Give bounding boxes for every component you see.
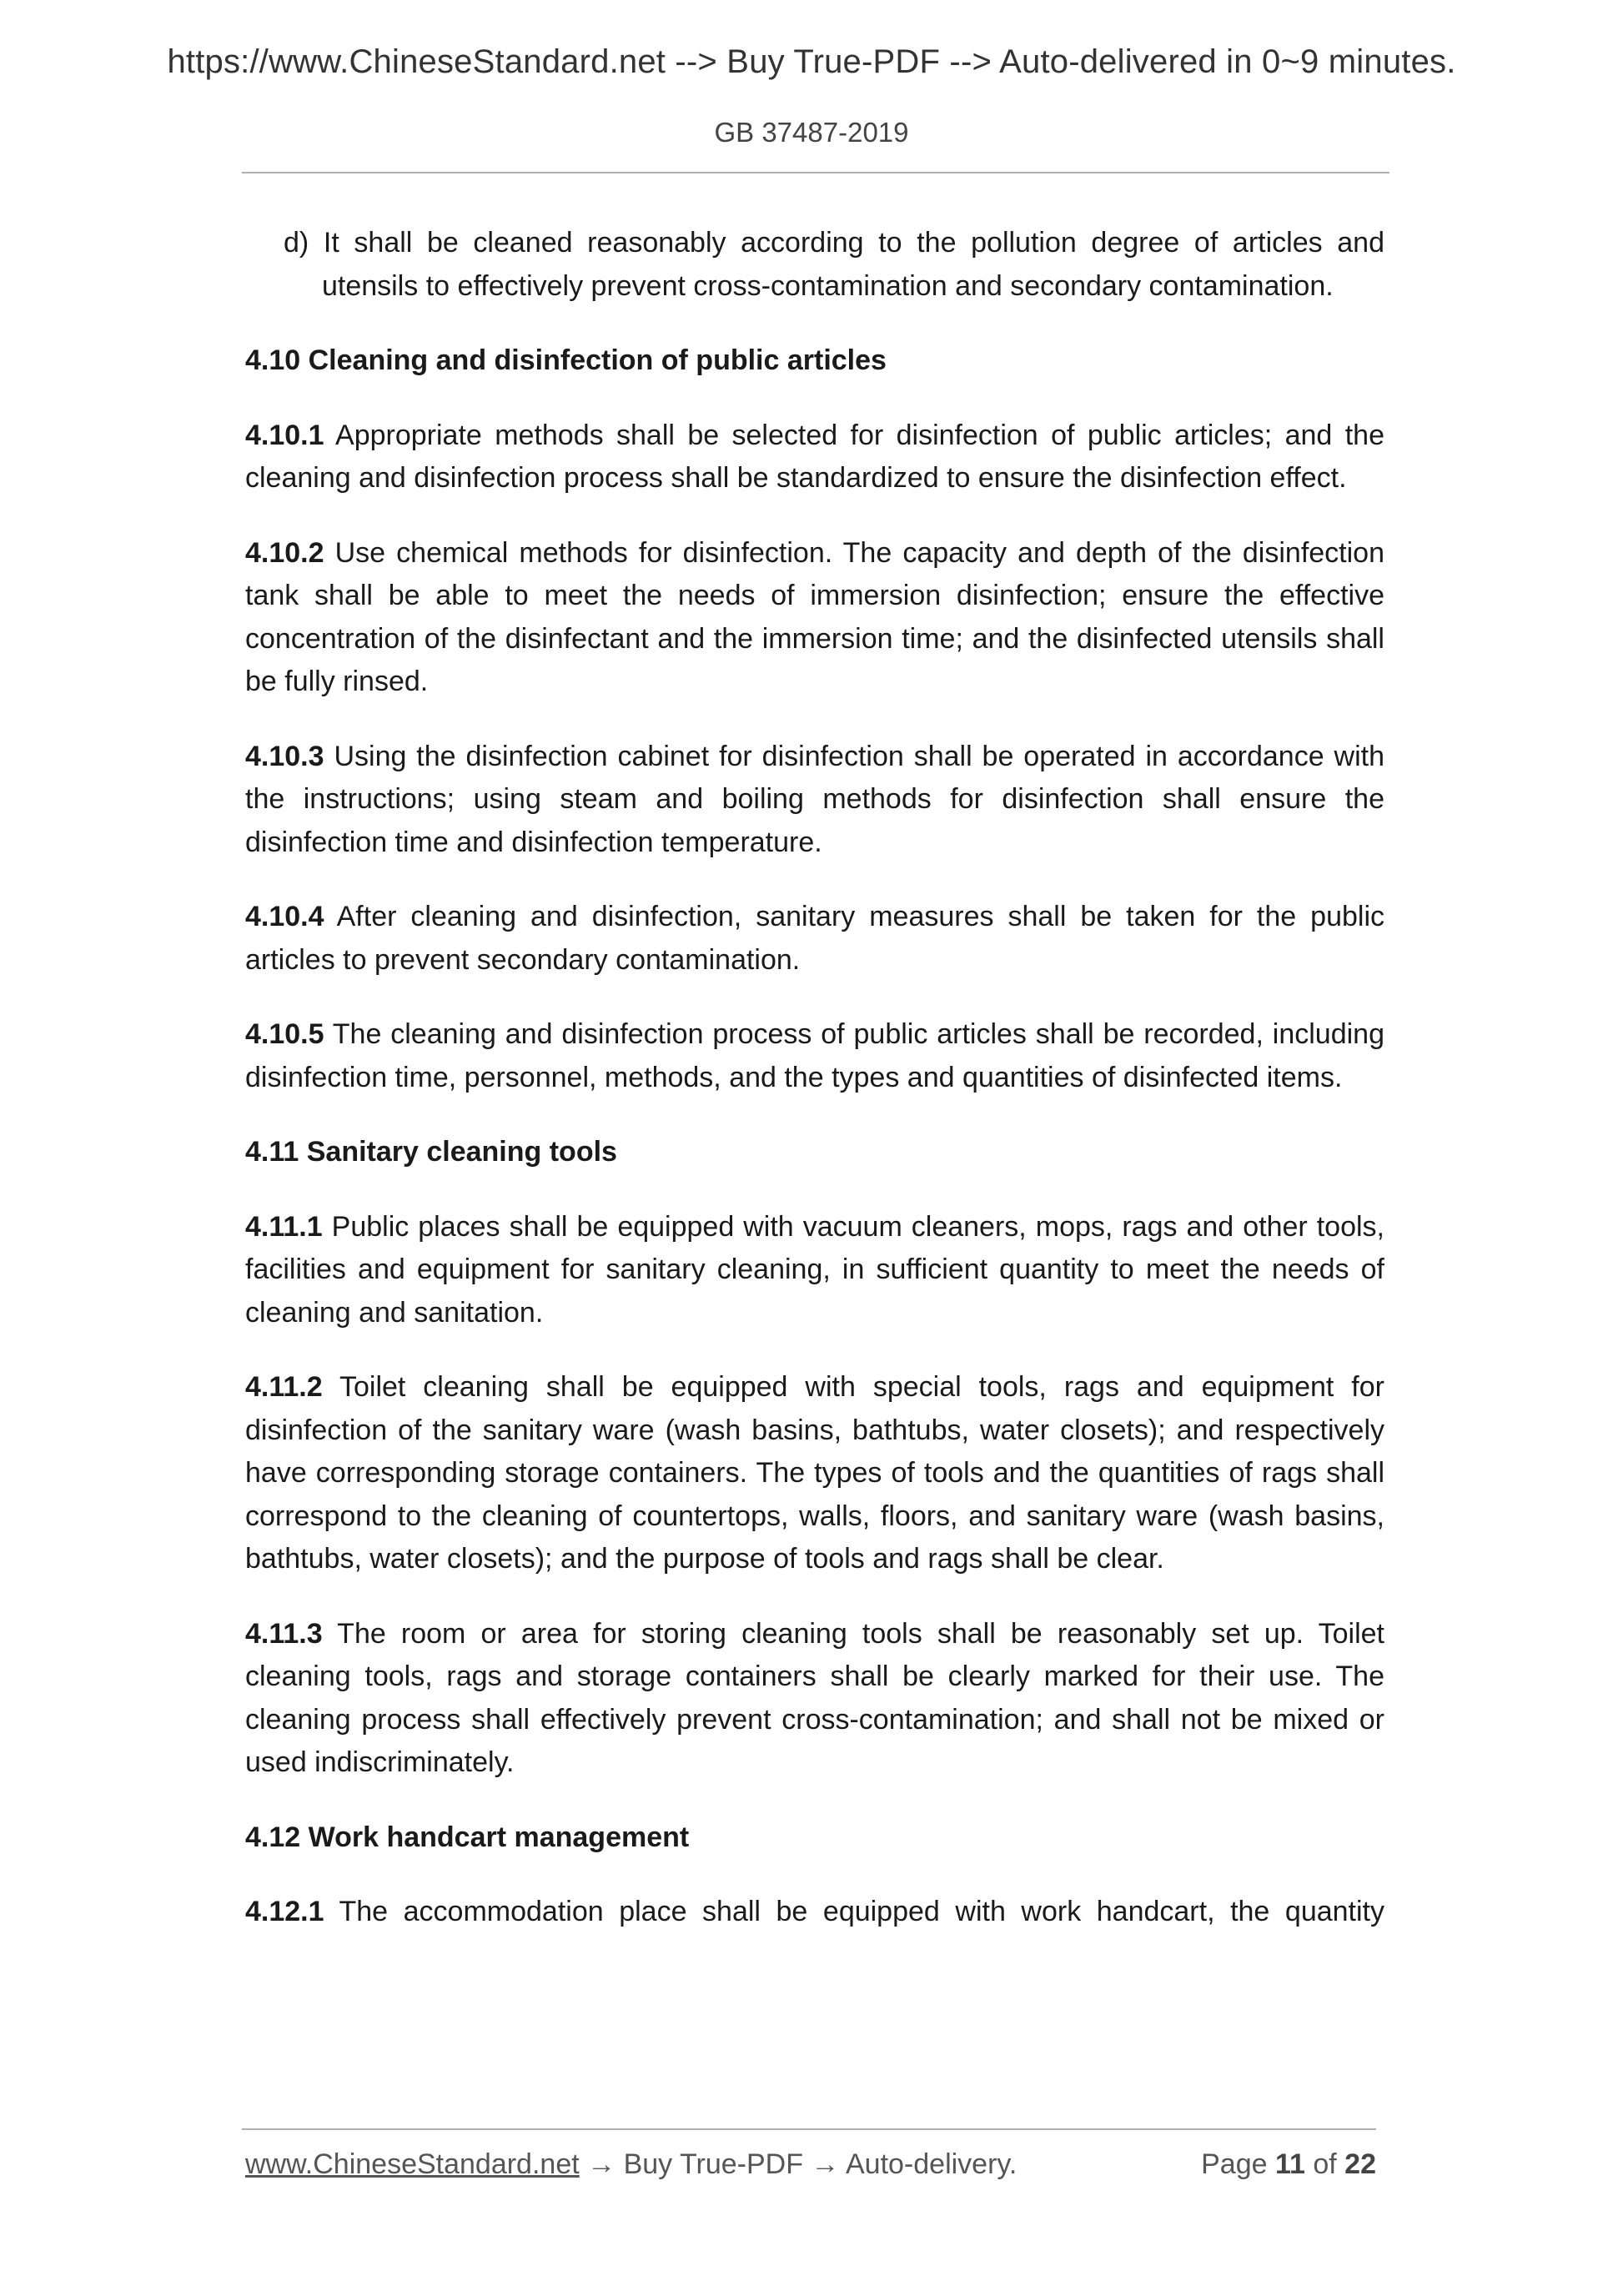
- clause-4-12-1: [245, 1891, 1384, 1934]
- footer-site-link[interactable]: www.ChineseStandard.net: [245, 2148, 580, 2180]
- clause-4-11-3: [245, 1613, 1384, 1785]
- clause-number: 4.11.1: [245, 1210, 323, 1243]
- clause-number: 4.11.2: [245, 1371, 323, 1403]
- footer-left: [245, 2148, 1017, 2181]
- footer-divider: [242, 2128, 1376, 2130]
- clause-number: 4.10.1: [245, 419, 324, 451]
- page-footer: [245, 2148, 1376, 2181]
- page-label: Page: [1201, 2148, 1275, 2180]
- header-divider: [242, 172, 1389, 173]
- clause-4-10-4: [245, 896, 1384, 982]
- clause-4-10-1: [245, 414, 1384, 500]
- clause-number: 4.10.2: [245, 536, 324, 569]
- clause-4-10-3: [245, 736, 1384, 865]
- clause-number: 4.10.3: [245, 740, 324, 772]
- page-number: 11: [1274, 2148, 1305, 2180]
- clause-text: The accommodation place shall be equipped with work handcart, the quantity: [324, 1896, 1384, 1927]
- clause-4-10-5: [245, 1013, 1384, 1099]
- page-indicator: [1201, 2148, 1376, 2181]
- clause-text: The room or area for storing cleaning tools shall be reasonably set up. Toilet cleaning tools, rags and storage containers shall be clearly marked for their use. The cleaning process shall effectively prevent cross-contamination; and shall not be mixed or used indiscriminately.: [245, 1617, 1384, 1778]
- section-heading-4-11: 4.11 Sanitary cleaning tools: [245, 1136, 617, 1168]
- section-heading-4-10: 4.10 Cleaning and disinfection of public articles: [245, 344, 887, 376]
- clause-text: Use chemical methods for disinfection. The capacity and depth of the disinfection tank shall be able to meet the needs of immersion disinfection; ensure the effective concentration of the disinfectant and the immersion time; and the disinfected utensils shall be fully rinsed.: [245, 536, 1384, 697]
- clause-text: Appropriate methods shall be selected for disinfection of public articles; and the cleaning and disinfection process shall be standardized to ensure the disinfection effect.: [245, 419, 1384, 494]
- clause-text: Public places shall be equipped with vacuum cleaners, mops, rags and other tools, facilities and equipment for sanitary cleaning, in sufficient quantity to meet the needs of cleaning and sanitation.: [245, 1210, 1384, 1329]
- clause-text: Using the disinfection cabinet for disinfection shall be operated in accordance with the instructions; using steam and boiling methods for disinfection shall ensure the disinfection time and disinfection temperature.: [245, 740, 1384, 858]
- clause-number: 4.12.1: [245, 1896, 324, 1927]
- of-label: of: [1304, 2148, 1345, 2180]
- list-item-d: d) It shall be cleaned reasonably according to the pollution degree of articles and utensils to effectively prevent cross-contamination and secondary contamination.: [284, 227, 1384, 302]
- clause-4-11-1: [245, 1206, 1384, 1335]
- standard-code: GB 37487-2019: [714, 117, 909, 148]
- document-body: [245, 222, 1384, 1966]
- clause-text: Toilet cleaning shall be equipped with special tools, rags and equipment for disinfection of the sanitary ware (wash basins, bathtubs, water closets); and respectively have corresponding storage containers. The types of tools and the quantities of rags shall correspond to the cleaning of countertops, walls, floors, and sanitary ware (wash basins, bathtubs, water closets); and the purpose of tools and rags shall be clear.: [245, 1371, 1384, 1575]
- clause-number: 4.10.5: [245, 1018, 324, 1050]
- footer-tagline: → Buy True-PDF → Auto-delivery.: [579, 2148, 1018, 2180]
- clause-number: 4.10.4: [245, 901, 324, 932]
- clause-number: 4.11.3: [245, 1617, 323, 1650]
- section-heading-4-12: 4.12 Work handcart management: [245, 1821, 690, 1853]
- source-banner: https://www.ChineseStandard.net --> Buy True-PDF --> Auto-delivered in 0~9 minutes.: [167, 43, 1456, 80]
- clause-4-10-2: [245, 532, 1384, 704]
- total-pages: 22: [1344, 2148, 1376, 2180]
- clause-text: After cleaning and disinfection, sanitary measures shall be taken for the public articles to prevent secondary contamination.: [245, 901, 1384, 976]
- clause-text: The cleaning and disinfection process of public articles shall be recorded, including disinfection time, personnel, methods, and the types and quantities of disinfected items.: [245, 1018, 1384, 1093]
- clause-4-11-2: [245, 1366, 1384, 1581]
